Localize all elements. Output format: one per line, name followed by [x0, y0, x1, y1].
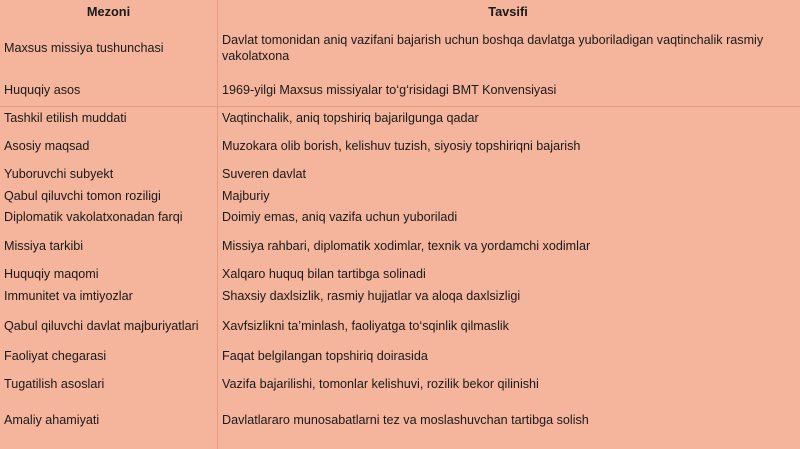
table-row: [0, 187, 800, 205]
row-criterion: Immunitet va imtiyozlar: [4, 289, 133, 303]
row-description: Doimiy emas, aniq vazifa uchun yuboriladi: [222, 210, 458, 224]
row-description: Vaqtinchalik, aniq topshiriq bajarilgunga qadar: [222, 111, 479, 125]
row-criterion: Qabul qiluvchi tomon roziligi: [4, 189, 161, 203]
row-criterion: Huquqiy asos: [4, 83, 81, 97]
table-row: [0, 109, 800, 127]
table-row: [0, 375, 800, 393]
row-description: Shaxsiy daxlsizlik, rasmiy hujjatlar va aloqa daxlsizligi: [222, 289, 521, 303]
table-row: [0, 81, 800, 99]
row-separator: [0, 106, 800, 107]
table-row: [0, 308, 800, 344]
table-row: [0, 137, 800, 155]
row-description: Xavfsizlikni ta’minlash, faoliyatga to‘sqinlik qilmaslik: [222, 319, 509, 333]
row-description: Davlatlararo munosabatlarni tez va moslashuvchan tartibga solish: [222, 413, 589, 427]
row-criterion: Diplomatik vakolatxonadan farqi: [4, 210, 183, 224]
row-description: Majburiy: [222, 189, 270, 203]
row-description: 1969-yilgi Maxsus missiyalar to‘g‘risidagi BMT Konvensiyasi: [222, 83, 557, 97]
row-description: Missiya rahbari, diplomatik xodimlar, texnik va yordamchi xodimlar: [222, 239, 591, 253]
row-criterion: Huquqiy maqomi: [4, 267, 99, 281]
row-criterion: Tashkil etilish muddati: [4, 111, 127, 125]
table-row: [0, 29, 800, 67]
table-row: [0, 165, 800, 183]
row-criterion: Amaliy ahamiyati: [4, 413, 100, 427]
row-description: Suveren davlat: [222, 167, 307, 181]
table-row: [0, 208, 800, 226]
row-description: Faqat belgilangan topshiriq doirasida: [222, 349, 428, 363]
row-description: Davlat tomonidan aniq vazifani bajarish uchun boshqa davlatga yuboriladigan vaqtinchalik rasmiy vakolatxona: [222, 33, 764, 63]
row-description: Muzokara olib borish, kelishuv tuzish, siyosiy topshiriqni bajarish: [222, 139, 581, 153]
row-description: Xalqaro huquq bilan tartibga solinadi: [222, 267, 426, 281]
row-description: Vazifa bajarilishi, tomonlar kelishuvi, rozilik bekor qilinishi: [222, 377, 539, 391]
row-criterion: Faoliyat chegarasi: [4, 349, 107, 363]
header-criterion: Mezoni: [86, 4, 131, 19]
table-row: [0, 265, 800, 283]
row-criterion: Tugatilish asoslari: [4, 377, 105, 391]
table-row: [0, 347, 800, 365]
table-header-row: [0, 3, 800, 21]
row-criterion: Yuboruvchi subyekt: [4, 167, 114, 181]
header-description: Tavsifi: [488, 4, 528, 19]
table-row: [0, 411, 800, 429]
row-criterion: Asosiy maqsad: [4, 139, 90, 153]
table-row: [0, 237, 800, 255]
row-criterion: Maxsus missiya tushunchasi: [4, 41, 164, 55]
row-criterion: Qabul qiluvchi davlat majburiyatlari: [4, 319, 199, 333]
table-row: [0, 287, 800, 305]
row-criterion: Missiya tarkibi: [4, 239, 84, 253]
